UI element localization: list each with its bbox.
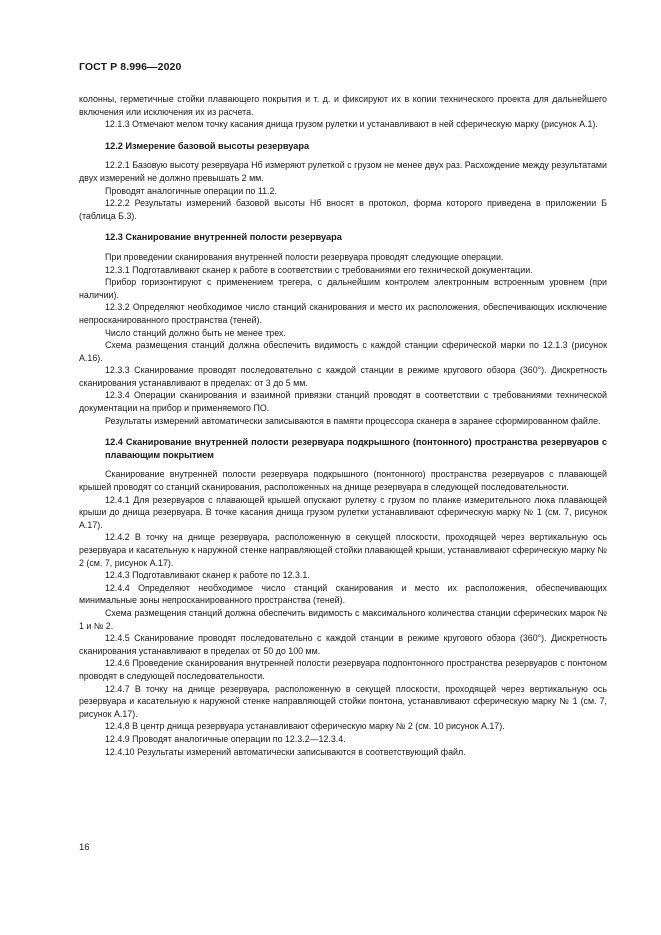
section-heading: 12.2 Измерение базовой высоты резервуара (105, 140, 310, 151)
paragraph: Сканирование внутренней полости резервуара подкрышного (понтонного) пространства резервуаров с плавающей крышей проводят со станций сканирования, расположенных на днище резервуара в следующей последовательности. (79, 469, 607, 493)
paragraph: 12.4.1 Для резервуаров с плавающей крышей опускают рулетку с грузом по планке измерительного люка плавающей крыши до днища резервуара. В точке касания днища грузом рулетки устанавливают сферическую марку № 1 (см. 7, рисунок А.17). (79, 494, 607, 530)
paragraph: При проведении сканирования внутренней полости резервуара проводят следующие операции. (105, 251, 504, 262)
page-number: 16 (79, 842, 90, 853)
paragraph: 12.4.3 Подготавливают сканер к работе по 12.3.1. (105, 570, 310, 581)
paragraph: 12.1.3 Отмечают мелом точку касания днища грузом рулетки и устанавливают в ней сферическую марку (рисунок А.1). (105, 119, 598, 130)
paragraph: Прибор горизонтируют с применением трегера, с дальнейшим контролем электронным встроенным уровнем (при наличии). (79, 277, 607, 300)
paragraph: 12.3.1 Подготавливают сканер к работе в соответствии с требованиями его технической документации. (105, 264, 533, 275)
paragraph: 12.4.2 В точку на днище резервуара, расположенную в секущей плоскости, проходящей через вертикальную ось резервуара и касательную к наружной стенке направляющей стойки плавающей крыши, устанавливают сферическую марку № 2 (см. 7, рисунок А.17). (79, 532, 607, 568)
paragraph: колонны, герметичные стойки плавающего покрытия и т. д. и фиксируют их в копии технического проекта для дальнейшего включения или исключения их из расчета. (79, 94, 607, 117)
paragraph: Схема размещения станций должна обеспечить видимость с максимального количества станции сферических марок № 1 и № 2. (79, 607, 607, 631)
paragraph: 12.3.2 Определяют необходимое число станций сканирования и место их расположения, обеспечивающих исключение непросканированного пространства (теней). (79, 302, 607, 325)
section-heading: 12.4 Сканирование внутренней полости резервуара подкрышного (понтонного) пространства резервуаров с плавающим покрытием (105, 437, 607, 460)
paragraph: 12.4.5 Сканирование проводят последовательно с каждой станции в режиме кругового обзора (360°). Дискретность сканирования устанавливают в пределах от 50 до 100 мм. (79, 633, 607, 656)
document-body (79, 93, 607, 758)
paragraph: 12.3.4 Операции сканирования и взаимной привязки станций проводят в соответствии с требованиями технической документации на прибор и применяемого ПО. (79, 390, 607, 414)
paragraph: Результаты измерений автоматически записываются в памяти процессора сканера в заранее сформированном файле. (105, 415, 601, 426)
paragraph: 12.2.2 Результаты измерений базовой высоты Hб вносят в протокол, форма которого приведена в приложении Б (таблица Б.3). (79, 198, 607, 221)
section-heading: 12.3 Сканирование внутренней полости резервуара (105, 232, 342, 243)
paragraph: Проводят аналогичные операции по 11.2. (105, 185, 277, 196)
paragraph: Схема размещения станций должна обеспечить видимость с каждой станции сферической марки по 12.1.3 (рисунок А.16). (79, 340, 607, 363)
paragraph: 12.4.6 Проведение сканирования внутренней полости резервуара подпонтонного пространства резервуаров с понтоном проводят в следующей последовательности. (79, 658, 607, 681)
paragraph: 12.3.3 Сканирование проводят последовательно с каждой станции в режиме кругового обзора (360°). Дискретность сканирования устанавливают в пределах: от 3 до 5 мм. (79, 365, 607, 388)
paragraph: 12.4.10 Результаты измерений автоматически записываются в соответствующий файл. (105, 746, 466, 757)
paragraph: 12.4.4 Определяют необходимое число станций сканирования и место их расположения, обеспечивающих минимальные зоны непросканированного пространства (теней). (79, 582, 607, 606)
paragraph: 12.4.9 Проводят аналогичные операции по 12.3.2—12.3.4. (105, 733, 346, 744)
document-header: ГОСТ Р 8.996—2020 (79, 61, 182, 73)
paragraph: 12.2.1 Базовую высоту резервуара Hб измеряют рулеткой с грузом не менее двух раз. Расхождение между результатами двух измерений не должно превышать 2 мм. (79, 160, 607, 183)
paragraph: Число станций должно быть не менее трех. (105, 327, 286, 338)
paragraph: 12.4.8 В центр днища резервуара устанавливают сферическую марку № 2 (см. 10 рисунок А.17). (105, 721, 505, 732)
paragraph: 12.4.7 В точку на днище резервуара, расположенную в секущей плоскости, проходящей через вертикальную ось резервуара и касательную к наружной стенке направляющей стойки понтона, устанавливают сферическую марку № 1 (см. 7, рисунок А.17). (79, 683, 607, 719)
